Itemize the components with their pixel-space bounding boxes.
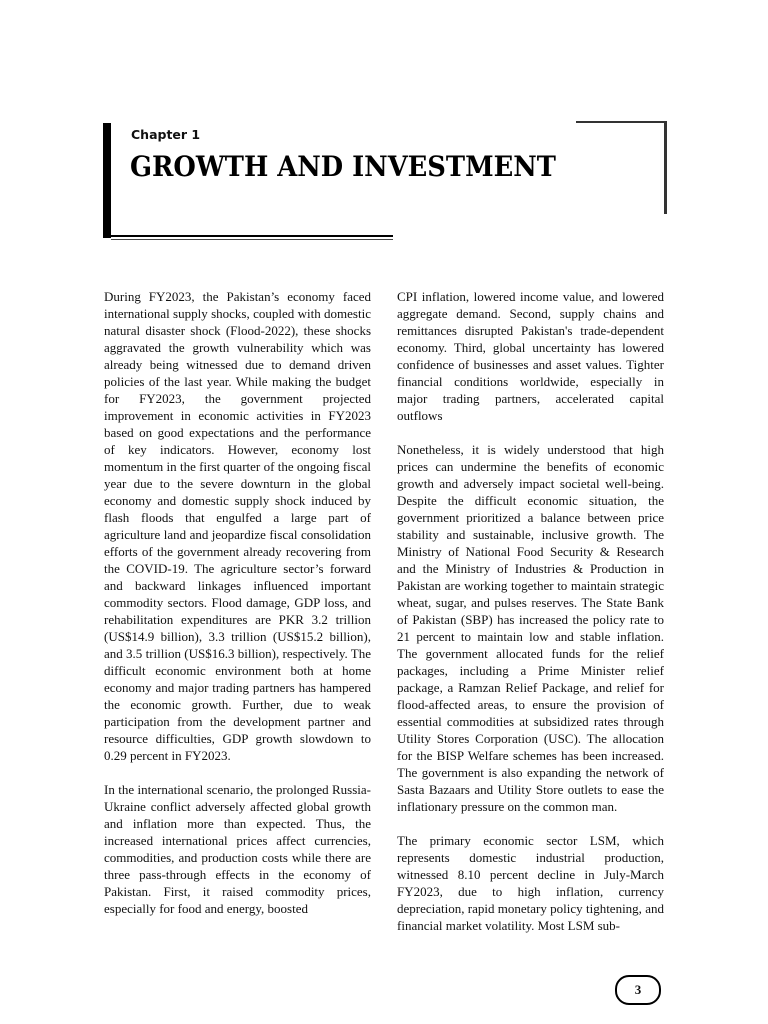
- corner-frame-side: [664, 121, 667, 214]
- chapter-left-bar: [103, 123, 111, 238]
- corner-frame-top: [576, 121, 667, 123]
- page-number: [615, 975, 661, 1005]
- left-column: [104, 288, 371, 934]
- paragraph: The primary economic sector LSM, which represents domestic industrial production, witnessed 8.10 percent decline in July-March FY2023, due to high inflation, currency depreciation, rapid monetary policy tightening, and financial market volatility. Most LSM sub-: [397, 833, 664, 933]
- right-column: [397, 288, 664, 951]
- paragraph: Nonetheless, it is widely understood that high prices can undermine the benefits of economic growth and adversely impact societal well-being. Despite the difficult economic situation, the government prioritized a balance between price stability and sustainable, inclusive growth. The Ministry of National Food Security & Research and the Ministry of Industries & Production in Pakistan are working together to maintain strategic wheat, sugar, and pulses reserves. The State Bank of Pakistan (SBP) has increased the policy rate to 21 percent to maintain low and stable inflation. The government allocated funds for the relief packages, including a Prime Minister relief package, a Ramzan Relief Package, and relief for flood-affected areas, to ensure the provision of essential commodities at subsidized rates through Utility Stores Corporation (USC). The allocation for the BISP Welfare schemes has been increased. The government is also expanding the network of Sasta Bazaars and Utility Store outlets to ease the inflationary pressure on the common man.: [397, 442, 664, 814]
- paragraph: In the international scenario, the prolonged Russia-Ukraine conflict adversely affected global growth and inflation more than expected. Thus, the increased international prices affect currencies, commodities, and production costs while there are three pass-through effects in the economy of Pakistan. First, it raised commodity prices, especially for food and energy, boosted: [104, 782, 371, 916]
- title-underline-thin: [111, 239, 393, 240]
- paragraph: CPI inflation, lowered income value, and lowered aggregate demand. Second, supply chains and remittances disrupted Pakistan's trade-dependent economy. Third, global uncertainty has lowered confidence of businesses and asset values. Tighter financial conditions worldwide, especially in major trading partners, accelerated capital outflows: [397, 289, 664, 423]
- chapter-label: Chapter 1: [131, 127, 201, 142]
- paragraph: During FY2023, the Pakistan’s economy faced international supply shocks, coupled with domestic natural disaster shock (Flood-2022), these shocks aggravated the growth vulnerability which was already being witnessed due to demand driven policies of the last year. While making the budget for FY2023, the government projected improvement in economic activities in FY2023 based on good expectations and the performance of key indicators. However, economy lost momentum in the first quarter of the ongoing fiscal year due to the severe downturn in the global economy and domestic supply shock induced by flash floods that engulfed a large part of agriculture land and jeopardize fiscal consolidation efforts of the government already recovering from the COVID-19. The agriculture sector’s forward and backward linkages influenced important commodity sectors. Flood damage, GDP loss, and rehabilitation expenditures are PKR 3.2 trillion (US$14.9 billion), 3.3 trillion (US$15.2 billion), and 3.5 trillion (US$16.3 billion), respectively. The difficult economic environment both at home economy and major trading partners has hampered the economic growth. Further, due to weak participation from the development partner and resource difficulties, GDP growth slowdown to 0.29 percent in FY2023.: [104, 289, 371, 763]
- page-number-text: 3: [634, 982, 642, 997]
- title-underline: [103, 235, 393, 237]
- chapter-title: GROWTH AND INVESTMENT: [130, 150, 556, 183]
